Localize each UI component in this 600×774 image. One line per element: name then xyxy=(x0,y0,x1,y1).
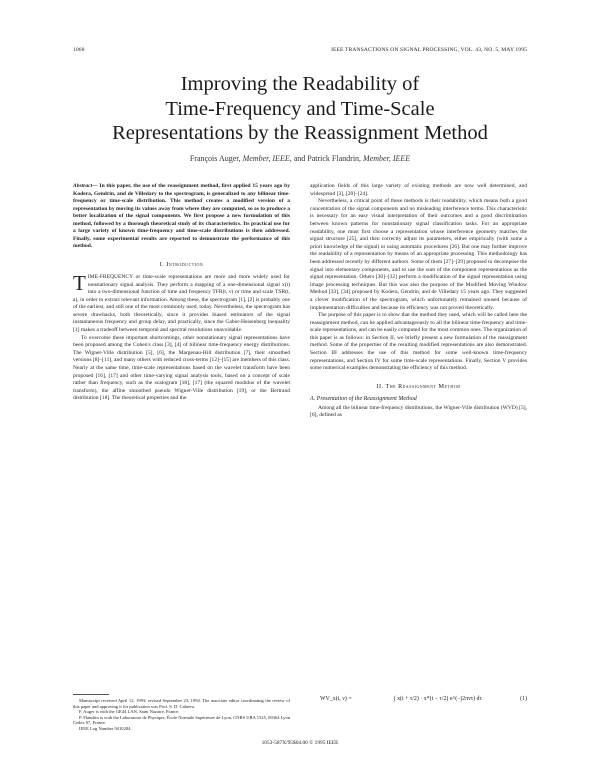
footnote-rule xyxy=(73,694,109,695)
intro-paragraph-1 xyxy=(73,270,290,335)
page-number: 1068 xyxy=(73,47,85,53)
right-column xyxy=(310,183,527,420)
running-head xyxy=(73,47,527,56)
intro-paragraph-4: Nevertheless, a critical point of these methods is their readability, which means both a good concentration of the signal components and no misleading interference terms. This characteristic is necessary for an easy visual interpretation of their outcomes and a good discrimination between known patterns for nonstationary signal classification tasks. For an appropriate readability, one must first choose a representation whose interference geometry matches the signal structure [25], and then correctly adjust its parameters, either empirically (with some a priori knowledge of the signal) or using automatic procedures [26]. But one may further improve the readability of a representation by means of an appropriate processing. This methodology has been addressed recently by different authors. Some of them [27]–[29] proposed to decompose the signal into elementary components, and to use the sum of the component representations as the signal representation. Others [30]–[32] perform a modification of the signal representation using image processing techniques. But this was also the purpose of the Modified Moving Window Method [33], [34] proposed by Kodera, Gendrin, and de Villedary 15 years ago. They suggested a clever modification of the spectrogram, which unfortunately remained unused because of implementation difficulties and because its efficiency was not proved theoretically. xyxy=(310,198,527,311)
intro-paragraph-5: The purpose of this paper is to show that the method they used, which will be called here the reassignment method, can be applied advantageously to all the bilinear time-frequency and time-scale representations, and can be easily computed for the most common ones. The organization of this paper is as follows: in Section II, we briefly present a new formulation of the reassignment method. Some of the properties of the resulting modified representations are also demonstrated. Section III addresses the use of this method for some well-known time-frequency representations, and Section IV for some time-scale representations. Finally, Section V provides some numerical examples demonstrating the efficiency of this method. xyxy=(310,312,527,372)
footnote-log-number: IEEE Log Number 9410284. xyxy=(79,725,132,731)
subsection-heading: A. Presentation of the Reassignment Method xyxy=(310,395,417,402)
title-line-2: Time-Frequency and Time-Scale xyxy=(165,97,435,120)
intro-paragraph-1-text: IME-FREQUENCY or time-scale representations are more and more widely used for nonstationary signal analysis. They perform a mapping of a one-dimensional signal x(t) into a two-dimensional function of time and frequency TFR(t, ν) or time and scale TSR(t, a), in order to extract relevant information. Among these, the spectrogram [1], [2] is probably one of the earliest, and still one of the most commonly used, today. Nevertheless, the spectrogram has severe drawbacks, both theoretically, since it provides biased estimators of the signal instantaneous frequency and group delay, and practically, since the Gabor-Heisenberg inequality [1] makes a tradeoff between temporal and spectral resolutions unavoidable. xyxy=(73,273,290,334)
abstract xyxy=(73,183,290,251)
intro-paragraph-3: application fields of this large variety of existing methods are now well determined, and widespread [3], [20]–[24]. xyxy=(310,183,527,197)
author-1-membership: Member, IEEE, xyxy=(242,154,292,163)
abstract-text: In this paper, the use of the reassignment method, first applied 15 years ago by Kodera, Gendrin, and de Villedary to the spectrogram, is generalized to any bilinear time-frequency or time-scale distribution. This method creates a modified version of a representation by moving its values away from where they are computed, so as to produce a better localization of the signal components. We first propose a new formulation of this method, followed by a thorough theoretical study of its characteristics. Its practical use for a large variety of known time-frequency and time-scale distributions is then addressed. Finally, some experimental results are reported to demonstrate the performance of this method. xyxy=(73,183,290,250)
abstract-label: Abstract— xyxy=(73,183,98,189)
issn-line: 1053-587X/95$04.00 © 1995 IEEE xyxy=(261,740,339,746)
footnotes xyxy=(73,694,290,731)
footnote-manuscript: Manuscript received April 12, 1993; revised September 23, 1994. The associate editor coordinating the review of this paper and approving it for publication was Prof. S. D. Cabrera. xyxy=(73,698,290,709)
drop-cap: T xyxy=(73,270,86,295)
intro-paragraph-2: To overcome these important shortcomings, other nonstationary signal representations have been proposed among the Cohen's class [3], [4] of bilinear time-frequency energy distributions. The Wigner-Ville distribution [5], [6], the Margenau-Hill distribution [7], their smoothed versions [8]–[11], and many others with reduced cross-terms [12]–[15] are members of this class. Nearly at the same time, time-scale representations based on the wavelet transform have been proposed [16], [17] and other time-varying signal analysis tools, based on a concept of scale rather than frequency, such as the scalogram [18], [17] (the squared modulus of the wavelet transform), the affine smoothed pseudo Wigner-Ville distribution [19], or the Bertrand distribution [18]. The theoretical properties and the xyxy=(73,334,290,402)
left-column xyxy=(73,183,290,403)
paper-title xyxy=(73,72,527,146)
section2-paragraph-1: Among all the bilinear time-frequency distributions, the Wigner-Ville distribution (WVD) [5], [6], defined as xyxy=(310,404,527,419)
equation-1 xyxy=(310,694,527,708)
journal-name: IEEE TRANSACTIONS ON SIGNAL PROCESSING, VOL. 43, NO. 5, MAY 1995 xyxy=(331,47,527,53)
title-line-1: Improving the Readability of xyxy=(180,73,420,95)
footnote-author-1: F. Auger is with the GE44 LAN, Saint Nazaire, France. xyxy=(79,709,180,714)
equation-number: (1) xyxy=(520,696,527,702)
author-line xyxy=(73,154,527,163)
author-2: and Patrick Flandrin, xyxy=(293,154,362,163)
footnote-author-2: P. Flandrin is with the Laboratoire de Physique, École Normale Supérieure de Lyon, CNRS URA 1325, 69364 Lyon Cedex 07, France. xyxy=(73,714,290,725)
equation-rhs: ∫ x(t + τ/2) · x*(t − τ/2) e^(−j2πντ) dτ xyxy=(394,696,482,702)
equation-lhs: WV_x(t, ν) = xyxy=(320,696,352,702)
author-2-membership: Member, IEEE xyxy=(363,154,411,163)
author-1: François Auger, xyxy=(189,154,241,163)
section-heading-introduction: I. Introduction xyxy=(159,260,204,268)
section-heading-reassignment: II. The Reassignment Method xyxy=(376,382,461,390)
title-line-3: Representations by the Reassignment Method xyxy=(112,122,488,144)
